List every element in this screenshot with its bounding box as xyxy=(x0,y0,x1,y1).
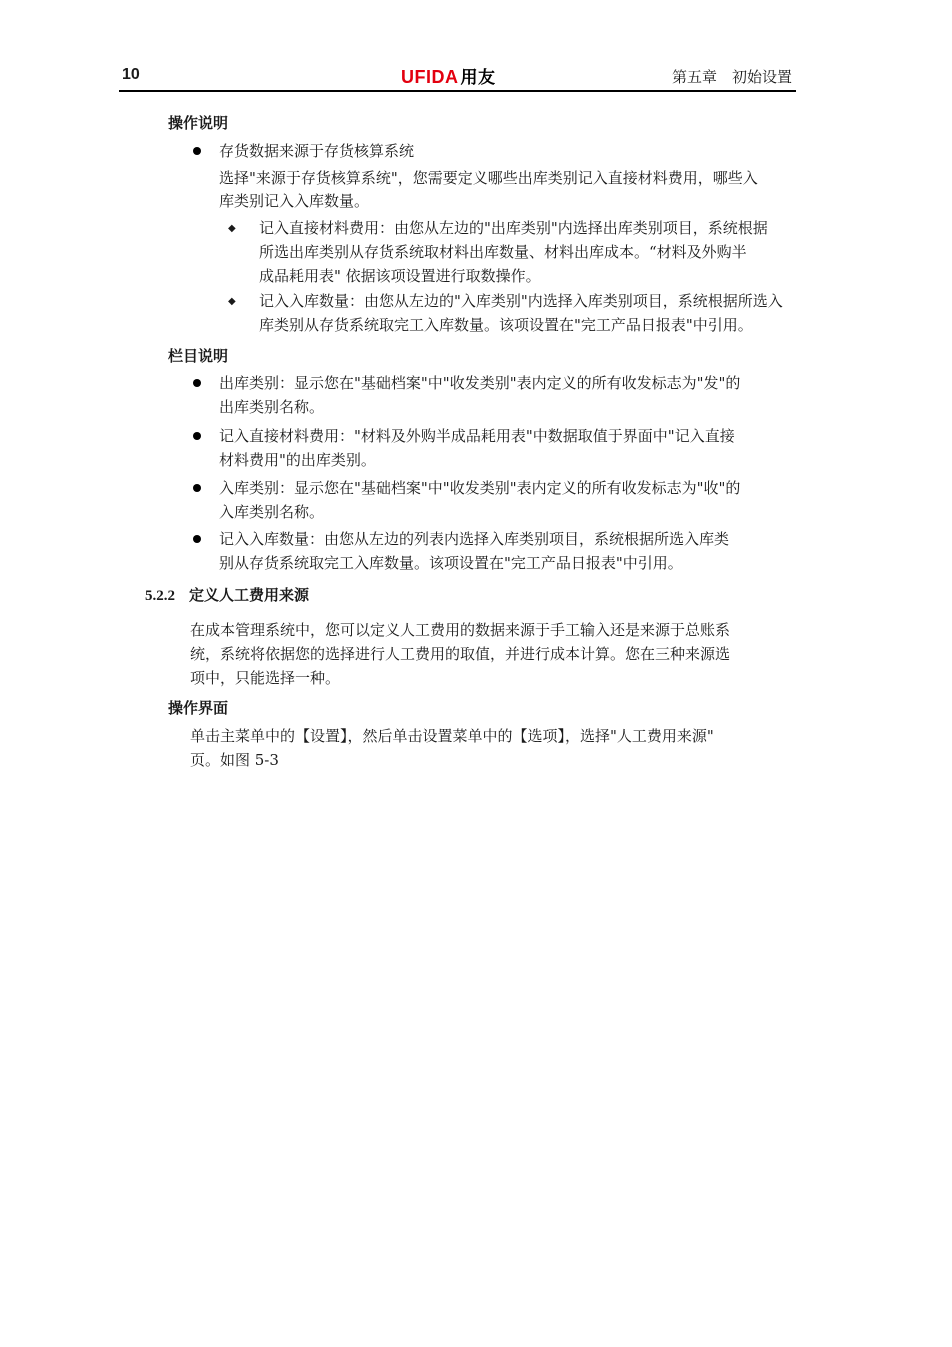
op-desc-bullet-1: 存货数据来源于存货核算系统 xyxy=(219,142,415,160)
chapter-title: 第五章 初始设置 xyxy=(671,68,792,86)
logo-latin: UFIDA xyxy=(401,67,459,87)
col-desc-bullet-4-line-2: 别从存货系统取完工入库数量。该项设置在"完工产品日报表"中引用。 xyxy=(219,554,683,572)
logo-cn: 用友 xyxy=(460,68,496,88)
op-desc-sub-1-line-1: 记入直接材料费用：由您从左边的"出库类别"内选择出库类别项目，系统根据 xyxy=(259,219,768,237)
heading-col-desc: 栏目说明 xyxy=(168,347,229,365)
section-522-para-line-3: 项中，只能选择一种。 xyxy=(190,669,341,687)
ufida-logo xyxy=(401,63,496,88)
col-desc-bullet-1-line-1: 出库类别：显示您在"基础档案"中"收发类别"表内定义的所有收发标志为"发"的 xyxy=(219,374,741,392)
section-number: 5.2.2 xyxy=(145,588,175,604)
section-heading-5-2-2 xyxy=(145,584,309,605)
page-number: 10 xyxy=(122,66,140,83)
heading-op-desc: 操作说明 xyxy=(168,114,229,132)
bullet-icon xyxy=(193,379,201,387)
op-desc-para-1-line-2: 库类别记入入库数量。 xyxy=(219,192,370,210)
bullet-icon xyxy=(193,535,201,543)
diamond-bullet-icon: ◆ xyxy=(228,223,236,234)
col-desc-bullet-4-line-1: 记入入库数量：由您从左边的列表内选择入库类别项目，系统根据所选入库类 xyxy=(219,530,730,548)
op-desc-para-1-line-1: 选择"来源于存货核算系统"，您需要定义哪些出库类别记入直接材料费用，哪些入 xyxy=(219,169,758,187)
diamond-bullet-icon: ◆ xyxy=(228,296,236,307)
col-desc-bullet-2-line-1: 记入直接材料费用："材料及外购半成品耗用表"中数据取值于界面中"记入直接 xyxy=(219,427,735,445)
op-desc-sub-2-line-1: 记入入库数量：由您从左边的"入库类别"内选择入库类别项目，系统根据所选入 xyxy=(259,292,783,310)
op-ui-para-line-1: 单击主菜单中的【设置】，然后单击设置菜单中的【选项】，选择"人工费用来源" xyxy=(190,727,714,745)
bullet-icon xyxy=(193,432,201,440)
section-522-para-line-2: 统，系统将依据您的选择进行人工费用的取值，并进行成本计算。您在三种来源选 xyxy=(190,645,731,663)
col-desc-bullet-1-line-2: 出库类别名称。 xyxy=(219,398,325,416)
op-desc-sub-2-line-2: 库类别从存货系统取完工入库数量。该项设置在"完工产品日报表"中引用。 xyxy=(259,316,753,334)
page-header xyxy=(119,62,796,92)
col-desc-bullet-3-line-2: 入库类别名称。 xyxy=(219,503,325,521)
section-522-para-line-1: 在成本管理系统中，您可以定义人工费用的数据来源于手工输入还是来源于总账系 xyxy=(190,621,731,639)
op-desc-sub-1-line-2: 所选出库类别从存货系统取材料出库数量、材料出库成本。“材料及外购半 xyxy=(259,243,747,261)
op-ui-para-line-2: 页。如图 5-3 xyxy=(190,751,279,769)
bullet-icon xyxy=(193,484,201,492)
col-desc-bullet-2-line-2: 材料费用"的出库类别。 xyxy=(219,451,376,469)
section-title: 定义人工费用来源 xyxy=(189,586,310,604)
bullet-icon xyxy=(193,147,201,155)
heading-op-ui: 操作界面 xyxy=(168,699,229,717)
op-desc-sub-1-line-3: 成品耗用表" 依据该项设置进行取数操作。 xyxy=(259,267,541,285)
col-desc-bullet-3-line-1: 入库类别：显示您在"基础档案"中"收发类别"表内定义的所有收发标志为"收"的 xyxy=(219,479,741,497)
